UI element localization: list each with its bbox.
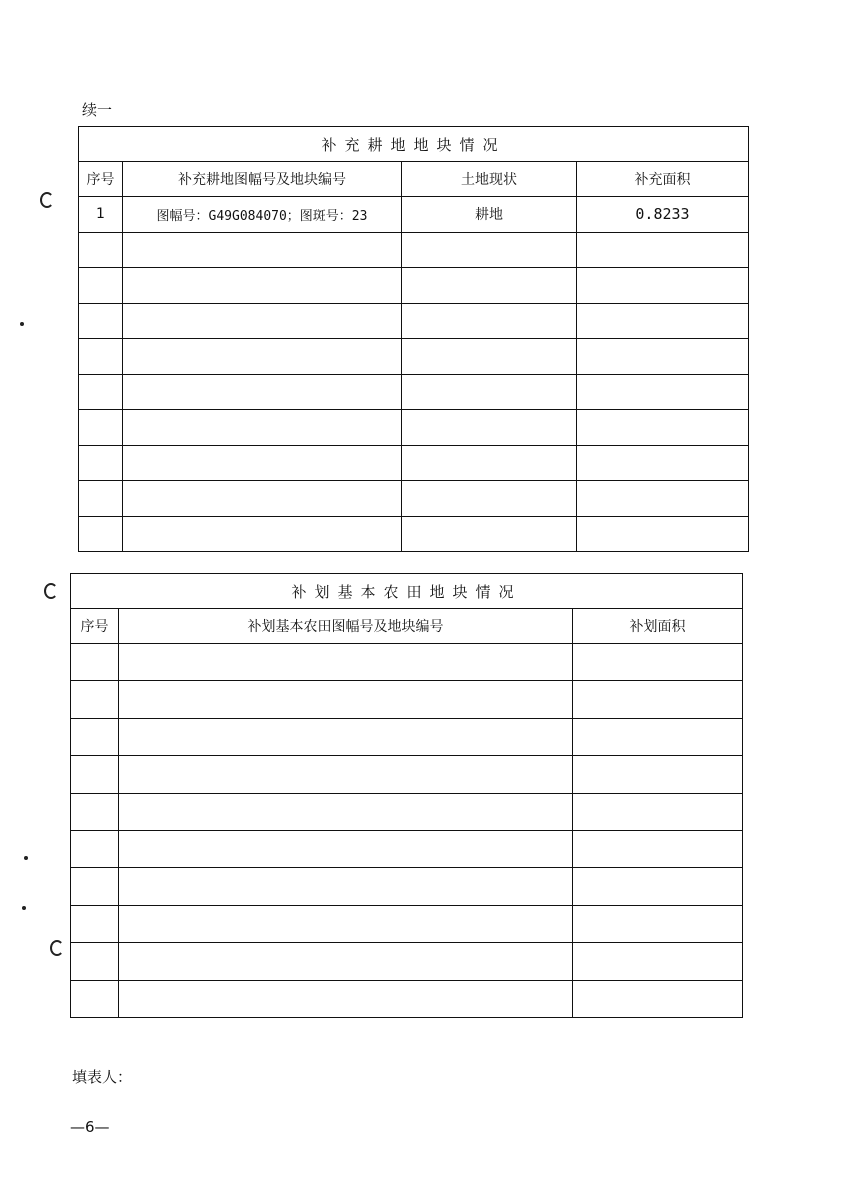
- parcel-id-cell: [123, 445, 402, 481]
- area-cell: [573, 718, 743, 755]
- col-header-index: 序号: [71, 609, 119, 644]
- table-row: [79, 374, 749, 410]
- parcel-id-cell: [119, 644, 573, 681]
- area-cell: [577, 339, 749, 375]
- parcel-id-cell: [119, 905, 573, 942]
- table-row: [79, 197, 749, 233]
- scan-speck: [20, 322, 24, 326]
- area-cell: [577, 374, 749, 410]
- land-status-cell: [402, 374, 577, 410]
- row-index-cell: [71, 943, 119, 980]
- area-cell: [577, 445, 749, 481]
- supplement-section-title: 补充耕地地块情况: [79, 127, 749, 162]
- land-status-cell: 耕地: [402, 197, 577, 233]
- scan-speck: [22, 906, 26, 910]
- area-cell: [573, 943, 743, 980]
- punch-hole-mark: [50, 940, 64, 956]
- table-row: [71, 905, 743, 942]
- parcel-id-cell: [123, 516, 402, 552]
- area-cell: [573, 905, 743, 942]
- filled-by-label: 填表人：: [72, 1068, 133, 1086]
- table-row: [71, 644, 743, 681]
- table-row: [79, 339, 749, 375]
- land-status-cell: [402, 232, 577, 268]
- table-row: [79, 268, 749, 304]
- supplement-farmland-table: [78, 126, 749, 552]
- col-header-parcel-id: 补充耕地图幅号及地块编号: [123, 162, 402, 197]
- land-status-cell: [402, 516, 577, 552]
- land-status-cell: [402, 268, 577, 304]
- row-index-cell: [79, 410, 123, 446]
- row-index-cell: [79, 232, 123, 268]
- table-row: [71, 718, 743, 755]
- parcel-id-cell: [123, 410, 402, 446]
- punch-hole-mark: [40, 192, 54, 208]
- table-row: [71, 943, 743, 980]
- parcel-id-cell: [119, 793, 573, 830]
- table-row: [71, 830, 743, 867]
- table-row: [79, 481, 749, 517]
- row-index-cell: [79, 374, 123, 410]
- land-status-cell: [402, 303, 577, 339]
- area-cell: 0.8233: [577, 197, 749, 233]
- area-cell: [577, 303, 749, 339]
- parcel-id-cell: [119, 980, 573, 1017]
- area-cell: [573, 756, 743, 793]
- col-header-parcel-id: 补划基本农田图幅号及地块编号: [119, 609, 573, 644]
- area-cell: [577, 232, 749, 268]
- row-index-cell: [79, 303, 123, 339]
- table-row: [79, 445, 749, 481]
- area-cell: [577, 481, 749, 517]
- row-index-cell: [79, 339, 123, 375]
- land-status-cell: [402, 481, 577, 517]
- scan-speck: [24, 856, 28, 860]
- row-index-cell: [71, 980, 119, 1017]
- parcel-id-cell: [119, 718, 573, 755]
- row-index-cell: [79, 268, 123, 304]
- table-row: [71, 793, 743, 830]
- parcel-id-cell: [119, 830, 573, 867]
- parcel-id-cell: [119, 756, 573, 793]
- row-index-cell: [71, 644, 119, 681]
- table-row: [71, 980, 743, 1017]
- table-row: [79, 410, 749, 446]
- land-status-cell: [402, 410, 577, 446]
- parcel-id-cell: [119, 943, 573, 980]
- punch-hole-mark: [44, 583, 58, 599]
- land-status-cell: [402, 339, 577, 375]
- area-cell: [573, 644, 743, 681]
- parcel-id-cell: [123, 339, 402, 375]
- table-row: [79, 516, 749, 552]
- col-header-land-status: 土地现状: [402, 162, 577, 197]
- table-row: [71, 756, 743, 793]
- col-header-area: 补划面积: [573, 609, 743, 644]
- parcel-id-cell: [123, 268, 402, 304]
- basic-farmland-table: [70, 573, 743, 1018]
- parcel-id-cell: [119, 868, 573, 905]
- table-row: [71, 681, 743, 718]
- col-header-area: 补充面积: [577, 162, 749, 197]
- row-index-cell: [79, 516, 123, 552]
- area-cell: [573, 681, 743, 718]
- col-header-index: 序号: [79, 162, 123, 197]
- continued-label: 续一: [82, 101, 113, 119]
- parcel-id-cell: [123, 481, 402, 517]
- row-index-cell: [71, 756, 119, 793]
- page-number: —6—: [70, 1118, 110, 1136]
- row-index-cell: [71, 868, 119, 905]
- parcel-id-cell: [123, 303, 402, 339]
- parcel-id-cell: [119, 681, 573, 718]
- parcel-id-cell: [123, 374, 402, 410]
- area-cell: [573, 868, 743, 905]
- row-index-cell: [71, 905, 119, 942]
- area-cell: [573, 980, 743, 1017]
- row-index-cell: [71, 830, 119, 867]
- area-cell: [577, 268, 749, 304]
- row-index-cell: 1: [79, 197, 123, 233]
- farmland-section-title: 补划基本农田地块情况: [71, 574, 743, 609]
- row-index-cell: [71, 793, 119, 830]
- area-cell: [577, 516, 749, 552]
- area-cell: [573, 793, 743, 830]
- table-row: [79, 303, 749, 339]
- land-status-cell: [402, 445, 577, 481]
- table-row: [79, 232, 749, 268]
- row-index-cell: [79, 481, 123, 517]
- parcel-id-cell: 图幅号：G49G084070；图斑号：23: [123, 197, 402, 233]
- row-index-cell: [79, 445, 123, 481]
- table-row: [71, 868, 743, 905]
- row-index-cell: [71, 718, 119, 755]
- area-cell: [577, 410, 749, 446]
- row-index-cell: [71, 681, 119, 718]
- parcel-id-cell: [123, 232, 402, 268]
- area-cell: [573, 830, 743, 867]
